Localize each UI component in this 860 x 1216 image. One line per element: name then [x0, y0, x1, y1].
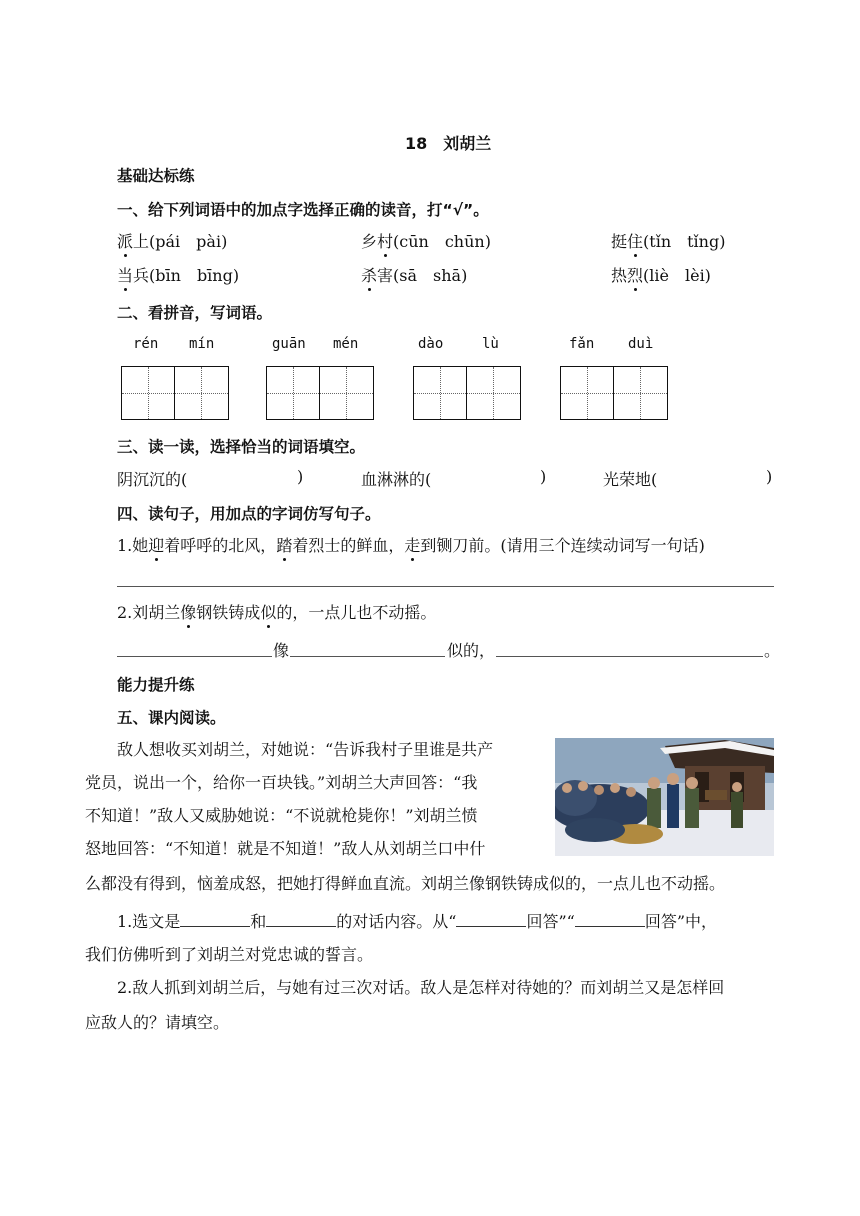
pinyin-4b: duì	[628, 336, 654, 352]
q3-blank-3[interactable]	[663, 468, 763, 490]
q1-item-text: 上	[133, 232, 150, 251]
q1-item-4[interactable]	[117, 263, 239, 286]
q4-fill-blank-3[interactable]	[496, 656, 763, 657]
q4-sentence-1	[117, 533, 705, 556]
q4-s1-hint: (请用三个连续动词写一句话)	[500, 536, 705, 555]
q1-heading: 一、给下列词语中的加点字选择正确的读音，打“√”。	[117, 201, 489, 219]
q4-heading: 四、读句子，用加点的字词仿写句子。	[117, 505, 381, 523]
pinyin-1b: mín	[189, 336, 215, 352]
q1-options: (tǐn tǐng)	[643, 232, 726, 251]
dotted-char: 住	[627, 229, 643, 252]
q5-sub1-text: 的对话内容。从“	[336, 912, 457, 931]
q1-options: (liè lèi)	[643, 266, 711, 285]
q1-options: (bīn bīng)	[149, 266, 240, 285]
dotted-char: 走	[404, 533, 420, 556]
grid-cell[interactable]	[413, 366, 467, 420]
q4-answer-line-1[interactable]	[117, 586, 774, 587]
dotted-char: 迎	[148, 533, 164, 556]
dotted-char: 踏	[276, 533, 292, 556]
dotted-char: 村	[377, 229, 393, 252]
q3-item-2-close: )	[540, 467, 547, 486]
q3-item-3-close: )	[766, 467, 773, 486]
pinyin-4a: fǎn	[569, 336, 595, 352]
q4-fill-blank-2[interactable]	[290, 656, 445, 657]
q3-item-1-close: )	[297, 467, 304, 486]
q1-item-1[interactable]	[117, 229, 227, 252]
q4-fill-like: 像	[273, 641, 290, 660]
q5-sub1-line2: 我们仿佛听到了刘胡兰对党忠诚的誓言。	[85, 945, 374, 964]
grid-cell[interactable]	[266, 366, 320, 420]
dotted-char: 派	[117, 229, 133, 252]
illustration-image	[555, 738, 774, 856]
q4-fill-end: 。	[764, 641, 781, 660]
q5-sub1-text: 回答”“	[526, 912, 575, 931]
q1-options: (pái pài)	[149, 232, 228, 251]
q4-sentence-2	[117, 600, 436, 623]
q1-item-text: 挺	[611, 232, 628, 251]
q4-s2-text: 钢铁铸成	[196, 603, 261, 622]
passage-line-1: 敌人想收买刘胡兰，对她说：“告诉我村子里谁是共产	[117, 740, 494, 759]
q1-item-text: 兵	[133, 266, 150, 285]
q1-item-text: 乡	[361, 232, 378, 251]
q4-s1-text: 着呼呼的北风，	[164, 536, 277, 555]
dotted-char: 当	[117, 263, 133, 286]
pinyin-1a: rén	[133, 336, 159, 352]
q3-blank-1[interactable]	[190, 468, 294, 490]
q1-item-6[interactable]	[611, 263, 711, 286]
grid-cell[interactable]	[560, 366, 614, 420]
q5-heading: 五、课内阅读。	[117, 709, 226, 727]
dotted-char: 像	[180, 600, 196, 623]
q1-options: (sā shā)	[393, 266, 468, 285]
q4-s2-text: 2.刘胡兰	[117, 603, 181, 622]
page-title: 18 刘胡兰	[405, 134, 492, 153]
grid-cell[interactable]	[175, 366, 229, 420]
q3-heading: 三、读一读，选择恰当的词语填空。	[117, 438, 366, 456]
grid-cell[interactable]	[121, 366, 175, 420]
q4-s1-text: 着烈士的鲜血，	[292, 536, 405, 555]
grid-cell[interactable]	[614, 366, 668, 420]
q5-blank-1[interactable]	[180, 926, 250, 927]
q5-sub1-text: 和	[250, 912, 267, 931]
q5-blank-4[interactable]	[575, 926, 645, 927]
writing-grid-4[interactable]	[560, 366, 668, 420]
q5-sub2-line1: 2.敌人抓到刘胡兰后，与她有过三次对话。敌人是怎样对待她的？而刘胡兰又是怎样回	[117, 978, 725, 997]
q1-item-5[interactable]	[361, 263, 467, 286]
grid-cell[interactable]	[320, 366, 374, 420]
q4-s1-text: 她	[132, 536, 149, 555]
pinyin-2a: guān	[272, 336, 306, 352]
q1-item-text: 热	[611, 266, 628, 285]
q5-sub1-text: 1.选文是	[117, 912, 181, 931]
dotted-char: 烈	[627, 263, 643, 286]
q5-sub1-line1	[117, 909, 717, 932]
dotted-char: 似	[260, 600, 276, 623]
q1-item-2[interactable]	[361, 229, 491, 252]
q3-item-2: 血淋淋的(	[361, 470, 432, 489]
writing-grid-2[interactable]	[266, 366, 374, 420]
grid-cell[interactable]	[467, 366, 521, 420]
q5-blank-2[interactable]	[266, 926, 336, 927]
q4-fill-blank-1[interactable]	[117, 656, 272, 657]
q3-blank-2[interactable]	[440, 468, 537, 490]
writing-grid-3[interactable]	[413, 366, 521, 420]
writing-grid-1[interactable]	[121, 366, 229, 420]
pinyin-2b: mén	[333, 336, 359, 352]
q3-item-3: 光荣地(	[603, 470, 658, 489]
q5-sub2-line2: 应敌人的？请填空。	[85, 1013, 230, 1032]
section-basic-heading: 基础达标练	[117, 167, 195, 185]
dotted-char: 杀	[361, 263, 377, 286]
q2-heading: 二、看拼音，写词语。	[117, 304, 273, 322]
q4-s1-number: 1.	[117, 536, 133, 555]
q5-sub1-text: 回答”中，	[644, 912, 718, 931]
passage-line-2: 党员，说出一个，给你一百块钱。”刘胡兰大声回答：“我	[85, 773, 478, 792]
q4-s1-text: 到铡刀前。	[420, 536, 501, 555]
pinyin-3b: lù	[482, 336, 499, 352]
q4-s2-text: 的，一点儿也不动摇。	[276, 603, 437, 622]
section-advanced-heading: 能力提升练	[117, 676, 195, 694]
passage-line-3: 不知道！”敌人又威胁她说：“不说就枪毙你！”刘胡兰愤	[85, 806, 478, 825]
passage-line-5: 么都没有得到，恼羞成怒，把她打得鲜血直流。刘胡兰像钢铁铸成似的，一点儿也不动摇。	[85, 874, 726, 893]
q1-item-3[interactable]	[611, 229, 725, 252]
q1-options: (cūn chūn)	[393, 232, 491, 251]
q3-item-1: 阴沉沉的(	[117, 470, 188, 489]
illustration-svg	[555, 738, 774, 856]
q4-fill-as-if: 似的，	[447, 641, 496, 660]
pinyin-3a: dào	[418, 336, 444, 352]
q5-blank-3[interactable]	[456, 926, 526, 927]
q1-item-text: 害	[377, 266, 394, 285]
passage-line-4: 怒地回答：“不知道！就是不知道！”敌人从刘胡兰口中什	[85, 839, 486, 858]
